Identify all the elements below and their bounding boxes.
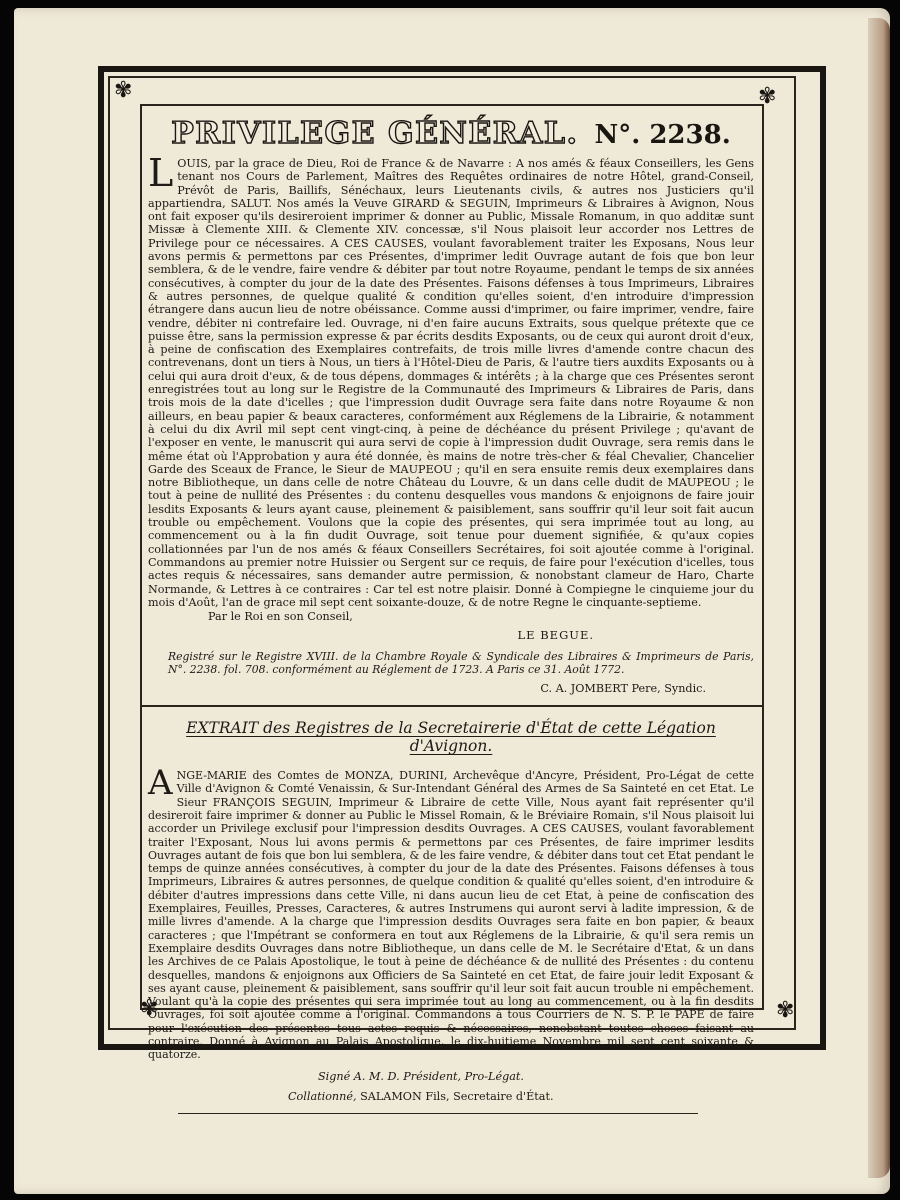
privilege-paragraph (148, 151, 754, 609)
registre-note: Registré sur le Registre XVIII. de la Chambre Royale & Syndicale des Libraires & Imprimeurs de Paris, N°. 2238. fol. 708. conformément au Réglement de 1723. A Paris ce 31. Août 1772. (168, 650, 754, 677)
extrait-title: EXTRAIT des Registres de la Secretairerie d'État de cette Légation d'Avignon. (186, 719, 716, 756)
signe-line: Signé A. M. D. Président, Pro-Légat. (318, 1069, 524, 1083)
fleuron-ornament-icon: ✾ (758, 84, 777, 109)
collation-line (288, 1090, 754, 1103)
fleuron-ornament-icon: ✾ (114, 78, 133, 103)
drop-cap: L (148, 151, 174, 195)
privilege-text: OUIS, par la grace de Dieu, Roi de France & de Navarre : A nos amés & féaux Conseillers, les Gens tenant nos Cours de Parlement, Maîtres des Requêtes ordinaires de notre Hôtel, grand-Conseil, Prévôt de Paris, Baillifs, Sénéchaux, leurs Lieutenants civils, & autres nos Justiciers qu'il appartiendra, SALUT. Nos amés la Veuve GIRARD & SEGUIN, Imprimeurs & Libraires à Avignon, Nous ont fait exposer qu'ils desireroient imprimer & donner au Public, Missale Romanum, in quo additæ sunt Missæ à Clemente XIII. & Clemente XIV. concessæ, s'il Nous plaisoit leur accorder nos Lettres de Privilege pour ce nécessaires. A CES CAUSES, voulant favorablement traiter les Exposans, Nous leur avons permis & permettons par ces Présentes, d'imprimer ledit Ouvrage autant de fois que bon leur semblera, & de le vendre, faire vendre & débiter par tout notre Royaume, pendant le temps de six années consécutives, à compter du jour de la date des Présentes. Faisons défenses à tous Imprimeurs, Libraires & autres personnes, de quelque qualité & condition qu'elles soient, d'en introduire d'impression étrangere dans aucun lieu de notre obéissance. Comme aussi d'imprimer, ou faire imprimer, vendre, faire vendre, débiter ni contrefaire led. Ouvrage, ni d'en faire aucuns Extraits, sous quelque prétexte que ce puisse être, sans la permission expresse & par écrits desdits Exposants, ou de ceux qui auront droit d'eux, à peine de confiscation des Exemplaires contrefaits, de trois mille livres d'amende contre chacun des contrevenans, dont un tiers à Nous, un tiers à l'Hôtel-Dieu de Paris, & l'autre tiers auxdits Exposants ou à celui qui aura droit d'eux, & de tous dépens, dommages & intérêts ; à la charge que ces Présentes seront enregistrées tout au long sur le Registre de la Communauté des Imprimeurs & Libraires de Paris, dans trois mois de la date d'icelles ; que l'impression dudit Ouvrage sera faite dans notre Royaume & non ailleurs, en beau papier & beaux caracteres, conformément aux Réglemens de la Librairie, & notamment à celui du dix Avril mil sept cent vingt-cinq, à peine de déchéance du présent Privilege ; qu'avant de l'exposer en vente, le manuscrit qui aura servi de copie à l'impression dudit Ouvrage, sera remis dans le même état où l'Approbation y aura été donnée, ès mains de notre très-cher & féal Chevalier, Chancelier Garde des Sceaux de France, le Sieur de MAUPEOU ; qu'il en sera ensuite remis deux exemplaires dans notre Bibliotheque, un dans celle de notre Château du Louvre, & un dans celle dudit de MAUPEOU ; le tout à peine de nullité des Présentes : du contenu desquelles vous mandons & enjoignons de faire jouir lesdits Exposants & leurs ayant cause, pleinement & paisiblement, sans souffrir qu'il leur soit fait aucun trouble ou empêchement. Voulons que la copie des présentes, qui sera imprimée tout au long, au commencement ou à la fin dudit Ouvrage, soit tenue pour duement signifiée, & qu'aux copies collationnées par l'un de nos amés & féaux Conseillers Secrétaires, foi soit ajoutée comme à l'original. Commandons au premier notre Huissier ou Sergent sur ce requis, de faire pour l'exécution d'icelles, tous actes requis & nécessaires, sans demander autre permission, & nonobstant clameur de Haro, Charte Normande, & Lettres à ce contraires : Car tel est notre plaisir. Donné à Compiegne le cinquieme jour du mois d'Août, l'an de grace mil sept cent soixante-douze, & de notre Regne le cinquante-septieme. (148, 157, 754, 609)
title-block (148, 116, 754, 151)
fleuron-ornament-icon: ✾ (776, 998, 795, 1023)
section-divider (140, 705, 762, 707)
par-le-roi: Par le Roi en son Conseil, (208, 610, 353, 624)
syndic-signature: C. A. JOMBERT Pere, Syndic. (540, 682, 706, 696)
collation-name: SALAMON Fils, Secretaire d'État. (360, 1089, 554, 1103)
page-edge (868, 18, 890, 1178)
signature-le-begue: LE BEGUE. (517, 628, 594, 643)
bottom-rule (178, 1113, 698, 1114)
extrait-text: NGE-MARIE des Comtes de MONZA, DURINI, Archevêque d'Ancyre, Président, Pro-Légat de cette Ville d'Avignon & Comté Venaissin, & Sur-Intendant Général des Armes de Sa Sainteté en cet Etat. Le Sieur FRANÇOIS SEGUIN, Imprimeur & Libraire de cette Ville, Nous ayant fait représenter qu'il desireroit faire imprimer & donner au Public le Missel Romain, & le Bréviaire Romain, s'il Nous plaisoit lui accorder un Privilege exclusif pour l'impression desdits Ouvrages. A CES CAUSES, voulant favorablement traiter l'Exposant, Nous lui avons permis & permettons par ces Présentes, de faire imprimer lesdits Ouvrages autant de fois que bon lui semblera, & de les faire vendre, & débiter dans tout cet Etat pendant le temps de quinze années consécutives, à compter du jour de la date des Présentes. Faisons défenses à tous Imprimeurs, Libraires & autres personnes, de quelque condition & qualité qu'elles soient, d'en introduire & débiter d'autres impressions dans cette Ville, ni dans aucun lieu de cet Etat, à peine de confiscation des Exemplaires, Feuilles, Presses, Caracteres, & autres Instrumens qui auront servi à ladite impression, & de mille livres d'amende. A la charge que l'impression desdits Ouvrages sera faite en bon papier, & beaux caracteres ; que l'Impétrant se conformera en tout aux Réglemens de la Librairie, & qu'il sera remis un Exemplaire desdits Ouvrages dans notre Bibliotheque, un dans celle de M. le Secrétaire d'Etat, & un dans les Archives de ce Palais Apostolique, le tout à peine de déchéance & de nullité des Présentes : du contenu desquelles, mandons & enjoignons aux Officiers de Sa Sainteté en cet Etat, de faire jouir ledit Exposant & ses ayant cause, pleinement & paisiblement, sans souffrir qu'il leur soit fait aucun trouble ni empêchement. Voulant qu'à la copie des présentes qui sera imprimée tout au long au commencement, ou à la fin desdits Ouvrages, foi soit ajoutée comme à l'original. Commandons à tous Courriers de N. S. P. le PAPE de faire pour l'exécution des présentes tous actes requis & nécessaires, nonobstant toutes choses faisant au contraire. Donné à Avignon au Palais Apostolique, le dix-huitieme Novembre mil sept cent soixante & quatorze. (148, 769, 754, 1062)
drop-cap: A (148, 763, 173, 804)
page-title: PRIVILEGE GÉNÉRAL. (171, 116, 579, 151)
extrait-paragraph (148, 763, 754, 1062)
collation-label: Collationné, (288, 1089, 357, 1103)
fleuron-ornament-icon: ✾ (140, 996, 159, 1021)
document-content (148, 112, 754, 1103)
privilege-number: N°. 2238. (594, 120, 731, 150)
